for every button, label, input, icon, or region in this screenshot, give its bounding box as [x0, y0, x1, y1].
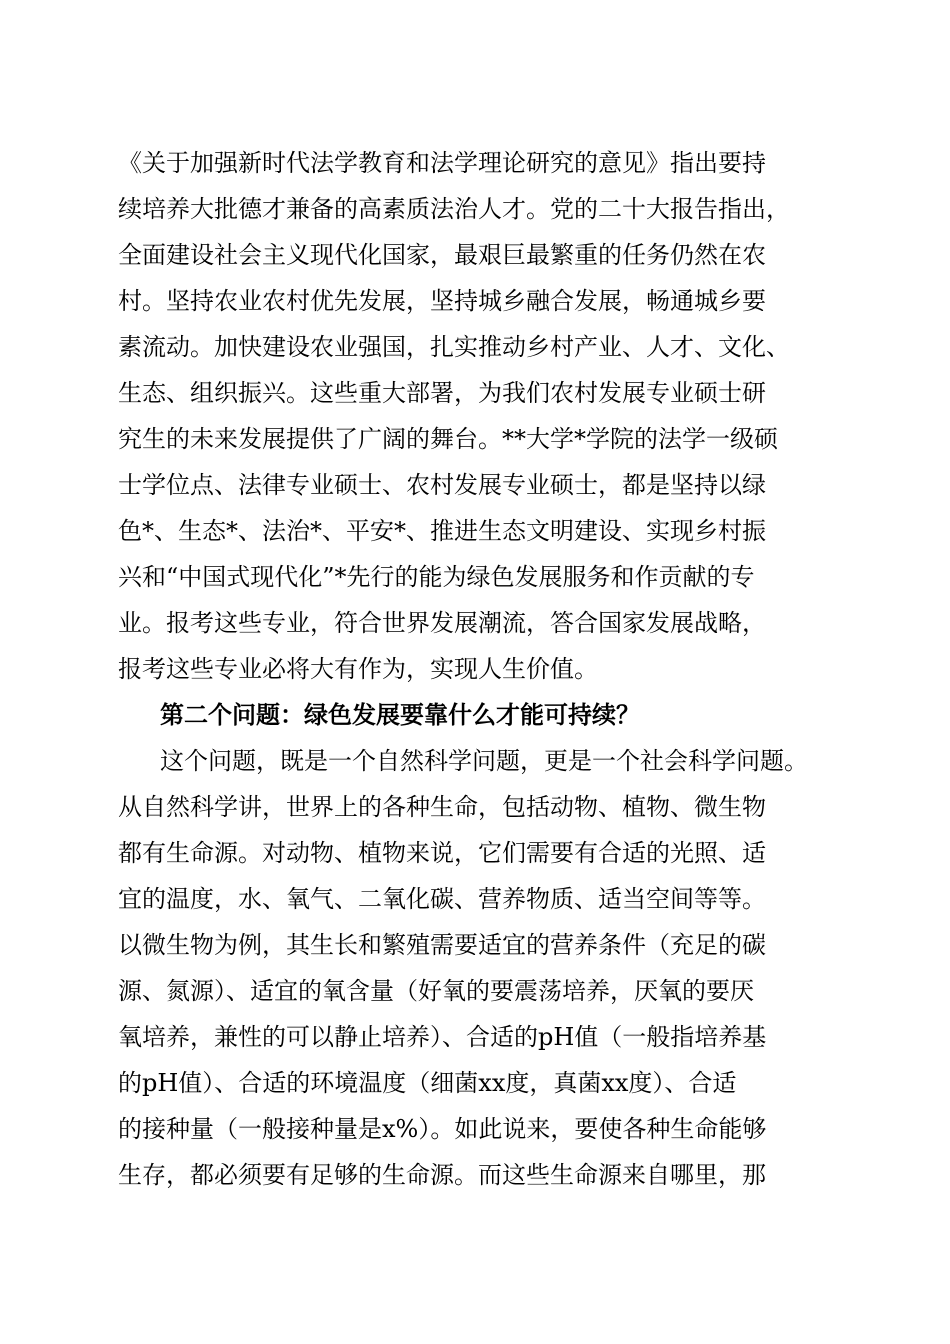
body-text-line: 的接种量（一般接种量是x%）。如此说来，要使各种生命能够 [118, 1115, 767, 1143]
body-text-line: 宜的温度，水、氧气、二氧化碳、营养物质、适当空间等等。 [118, 885, 766, 913]
body-text-line: 从自然科学讲，世界上的各种生命，包括动物、植物、微生物 [118, 793, 766, 821]
body-text-line: 生存，都必须要有足够的生命源。而这些生命源来自哪里，那 [118, 1161, 766, 1189]
body-text-line: 续培养大批德才兼备的高素质法治人才。党的二十大报告指出， [118, 195, 790, 223]
body-text-line: 兴和“中国式现代化”*先行的能为绿色发展服务和作贡献的专 [118, 563, 755, 591]
body-text-line: 氧培养，兼性的可以静止培养）、合适的pH值（一般指培养基 [118, 1023, 767, 1051]
section-heading: 第二个问题：绿色发展要靠什么才能可持续？ [160, 700, 640, 729]
body-text-line: 都有生命源。对动物、植物来说，它们需要有合适的光照、适 [118, 839, 766, 867]
body-text-line: 以微生物为例，其生长和繁殖需要适宜的营养条件（充足的碳 [118, 931, 766, 959]
body-text-line: 这个问题，既是一个自然科学问题，更是一个社会科学问题。 [160, 747, 808, 775]
body-text-line: 素流动。加快建设农业强国，扎实推动乡村产业、人才、文化、 [118, 333, 790, 361]
body-text-line: 的pH值）、合适的环境温度（细菌xx度，真菌xx度）、合适 [118, 1069, 737, 1097]
body-text-line: 全面建设社会主义现代化国家，最艰巨最繁重的任务仍然在农 [118, 241, 766, 269]
body-text-line: 业。报考这些专业，符合世界发展潮流，答合国家发展战略， [118, 609, 766, 637]
body-text-line: 士学位点、法律专业硕士、农村发展专业硕士，都是坚持以绿 [118, 471, 766, 499]
body-text-line: 源、氮源）、适宜的氧含量（好氧的要震荡培养，厌氧的要厌 [118, 977, 754, 1005]
body-text-line: 《关于加强新时代法学教育和法学理论研究的意见》指出要持 [118, 149, 766, 177]
body-text-line: 村。坚持农业农村优先发展，坚持城乡融合发展，畅通城乡要 [118, 287, 766, 315]
body-text-line: 报考这些专业必将大有作为，实现人生价值。 [118, 655, 598, 683]
body-text-line: 究生的未来发展提供了广阔的舞台。**大学*学院的法学一级硕 [118, 425, 778, 453]
body-text-line: 生态、组织振兴。这些重大部署，为我们农村发展专业硕士研 [118, 379, 766, 407]
body-text-line: 色*、生态*、法治*、平安*、推进生态文明建设、实现乡村振 [118, 517, 766, 545]
